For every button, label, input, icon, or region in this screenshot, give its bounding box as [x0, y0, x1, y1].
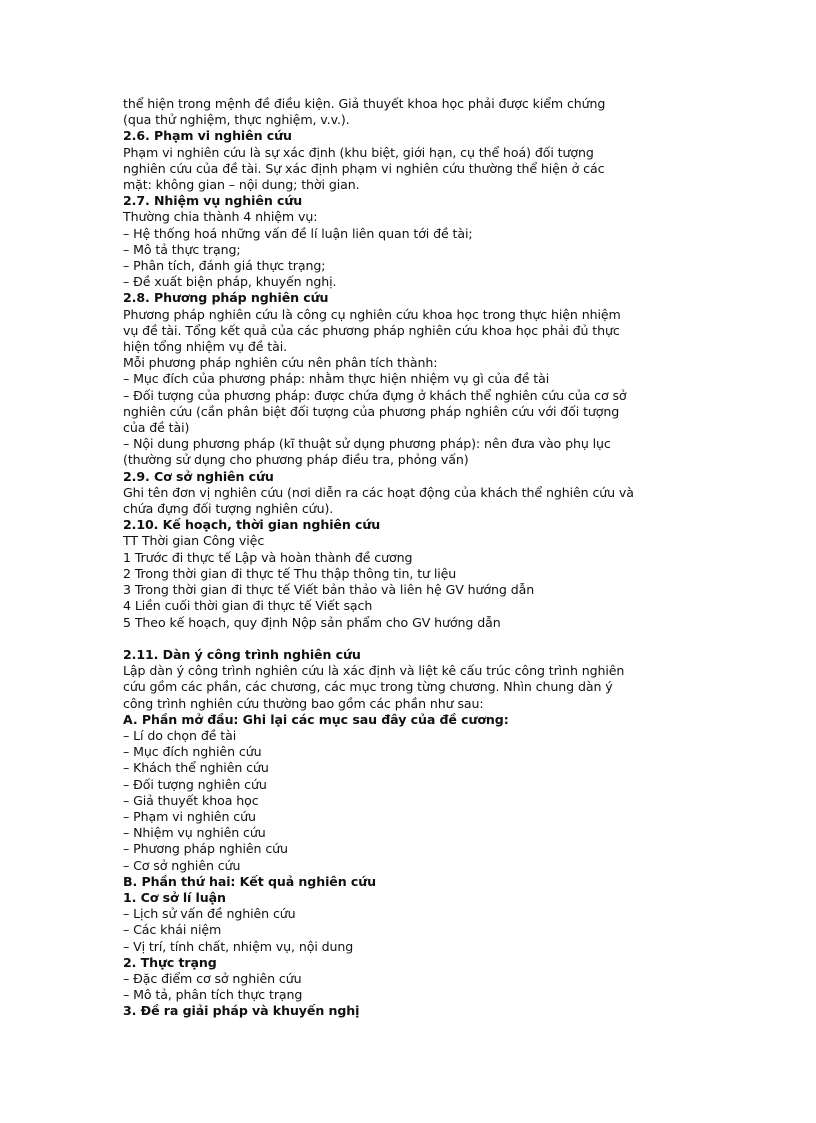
section-heading: 2.6. Phạm vi nghiên cứu	[123, 128, 292, 144]
text-line: – Phân tích, đánh giá thực trạng;	[123, 258, 326, 274]
text-line: – Mục đích của phương pháp: nhằm thực hiện nhiệm vụ gì của đề tài	[123, 371, 550, 387]
section-heading: 1. Cơ sở lí luận	[123, 889, 226, 905]
text-line: – Các khái niệm	[123, 922, 222, 938]
text-line: thể hiện trong mệnh đề điều kiện. Giả thuyết khoa học phải được kiểm chứng	[123, 96, 606, 111]
text-line: 3 Trong thời gian đi thực tế Viết bản thảo và liên hệ GV hướng dẫn	[123, 582, 535, 598]
section-heading: 2.9. Cơ sở nghiên cứu	[123, 468, 274, 484]
text-line: – Phạm vi nghiên cứu	[123, 808, 256, 824]
text-line: Ghi tên đơn vị nghiên cứu (nơi diễn ra các hoạt động của khách thể nghiên cứu và	[123, 484, 634, 500]
text-line: – Mục đích nghiên cứu	[123, 744, 262, 760]
text-line: mặt: không gian – nội dung; thời gian.	[123, 177, 360, 193]
section-heading: B. Phần thứ hai: Kết quả nghiên cứu	[123, 873, 376, 889]
text-line: (qua thử nghiệm, thực nghiệm, v.v.).	[123, 112, 350, 128]
section-heading: 2.8. Phương pháp nghiên cứu	[123, 290, 329, 306]
section-heading: A. Phần mở đầu: Ghi lại các mục sau đây của đề cương:	[123, 711, 509, 727]
text-line: – Vị trí, tính chất, nhiệm vụ, nội dung	[123, 938, 354, 954]
text-line: 4 Liền cuối thời gian đi thực tế Viết sạch	[123, 598, 373, 614]
text-line: Mỗi phương pháp nghiên cứu nên phân tích thành:	[123, 355, 438, 371]
text-line: – Nhiệm vụ nghiên cứu	[123, 825, 266, 841]
text-line: Phương pháp nghiên cứu là công cụ nghiên cứu khoa học trong thực hiện nhiệm	[123, 306, 621, 322]
text-line: cứu gồm các phần, các chương, các mục trong từng chương. Nhìn chung dàn ý	[123, 679, 613, 695]
text-line: – Hệ thống hoá những vấn đề lí luận liên quan tới đề tài;	[123, 225, 473, 241]
text-line: – Đối tượng của phương pháp: được chứa đựng ở khách thể nghiên cứu của cơ sở	[123, 387, 627, 403]
text-line: 5 Theo kế hoạch, quy định Nộp sản phẩm cho GV hướng dẫn	[123, 614, 501, 630]
text-line: (thường sử dụng cho phương pháp điều tra, phỏng vấn)	[123, 452, 469, 468]
document-page	[123, 96, 723, 1020]
section-heading: 3. Đề ra giải pháp và khuyến nghị	[123, 1003, 360, 1019]
text-line: công trình nghiên cứu thường bao gồm các phần như sau:	[123, 695, 484, 711]
text-line: hiện tổng nhiệm vụ đề tài.	[123, 339, 288, 355]
text-line: TT Thời gian Công việc	[123, 533, 265, 549]
text-line: – Nội dung phương pháp (kĩ thuật sử dụng phương pháp): nên đưa vào phụ lục	[123, 436, 611, 452]
text-line: – Đề xuất biện pháp, khuyến nghị.	[123, 274, 337, 290]
text-line: – Đối tượng nghiên cứu	[123, 776, 267, 792]
blank-line	[123, 631, 723, 647]
text-line: – Phương pháp nghiên cứu	[123, 841, 288, 857]
section-heading: 2.11. Dàn ý công trình nghiên cứu	[123, 646, 361, 662]
text-line: 1 Trước đi thực tế Lập và hoàn thành đề cương	[123, 549, 413, 565]
text-line: nghiên cứu (cần phân biệt đối tượng của phương pháp nghiên cứu với đối tượng	[123, 403, 620, 419]
section-heading: 2.7. Nhiệm vụ nghiên cứu	[123, 193, 303, 209]
text-line: nghiên cứu của đề tài. Sự xác định phạm vi nghiên cứu thường thể hiện ở các	[123, 160, 605, 176]
text-line: vụ đề tài. Tổng kết quả của các phương pháp nghiên cứu khoa học phải đủ thực	[123, 322, 620, 338]
section-heading: 2. Thực trạng	[123, 954, 217, 970]
text-line: – Lịch sử vấn đề nghiên cứu	[123, 906, 296, 922]
text-line: chứa đựng đối tượng nghiên cứu).	[123, 501, 334, 517]
text-line: của đề tài)	[123, 420, 190, 436]
text-line: – Đặc điểm cơ sở nghiên cứu	[123, 970, 302, 986]
text-line: – Lí do chọn đề tài	[123, 727, 237, 743]
text-line: – Cơ sở nghiên cứu	[123, 857, 241, 873]
text-line: – Giả thuyết khoa học	[123, 792, 259, 808]
section-heading: 2.10. Kế hoạch, thời gian nghiên cứu	[123, 517, 381, 533]
text-line: – Mô tả, phân tích thực trạng	[123, 987, 303, 1003]
text-line: Phạm vi nghiên cứu là sự xác định (khu biệt, giới hạn, cụ thể hoá) đối tượng	[123, 144, 594, 160]
text-line: Lập dàn ý công trình nghiên cứu là xác định và liệt kê cấu trúc công trình nghiên	[123, 663, 625, 679]
text-line: Thường chia thành 4 nhiệm vụ:	[123, 209, 318, 225]
text-line: – Khách thể nghiên cứu	[123, 760, 269, 776]
text-line: 2 Trong thời gian đi thực tế Thu thập thông tin, tư liệu	[123, 565, 457, 581]
text-line: – Mô tả thực trạng;	[123, 241, 241, 257]
